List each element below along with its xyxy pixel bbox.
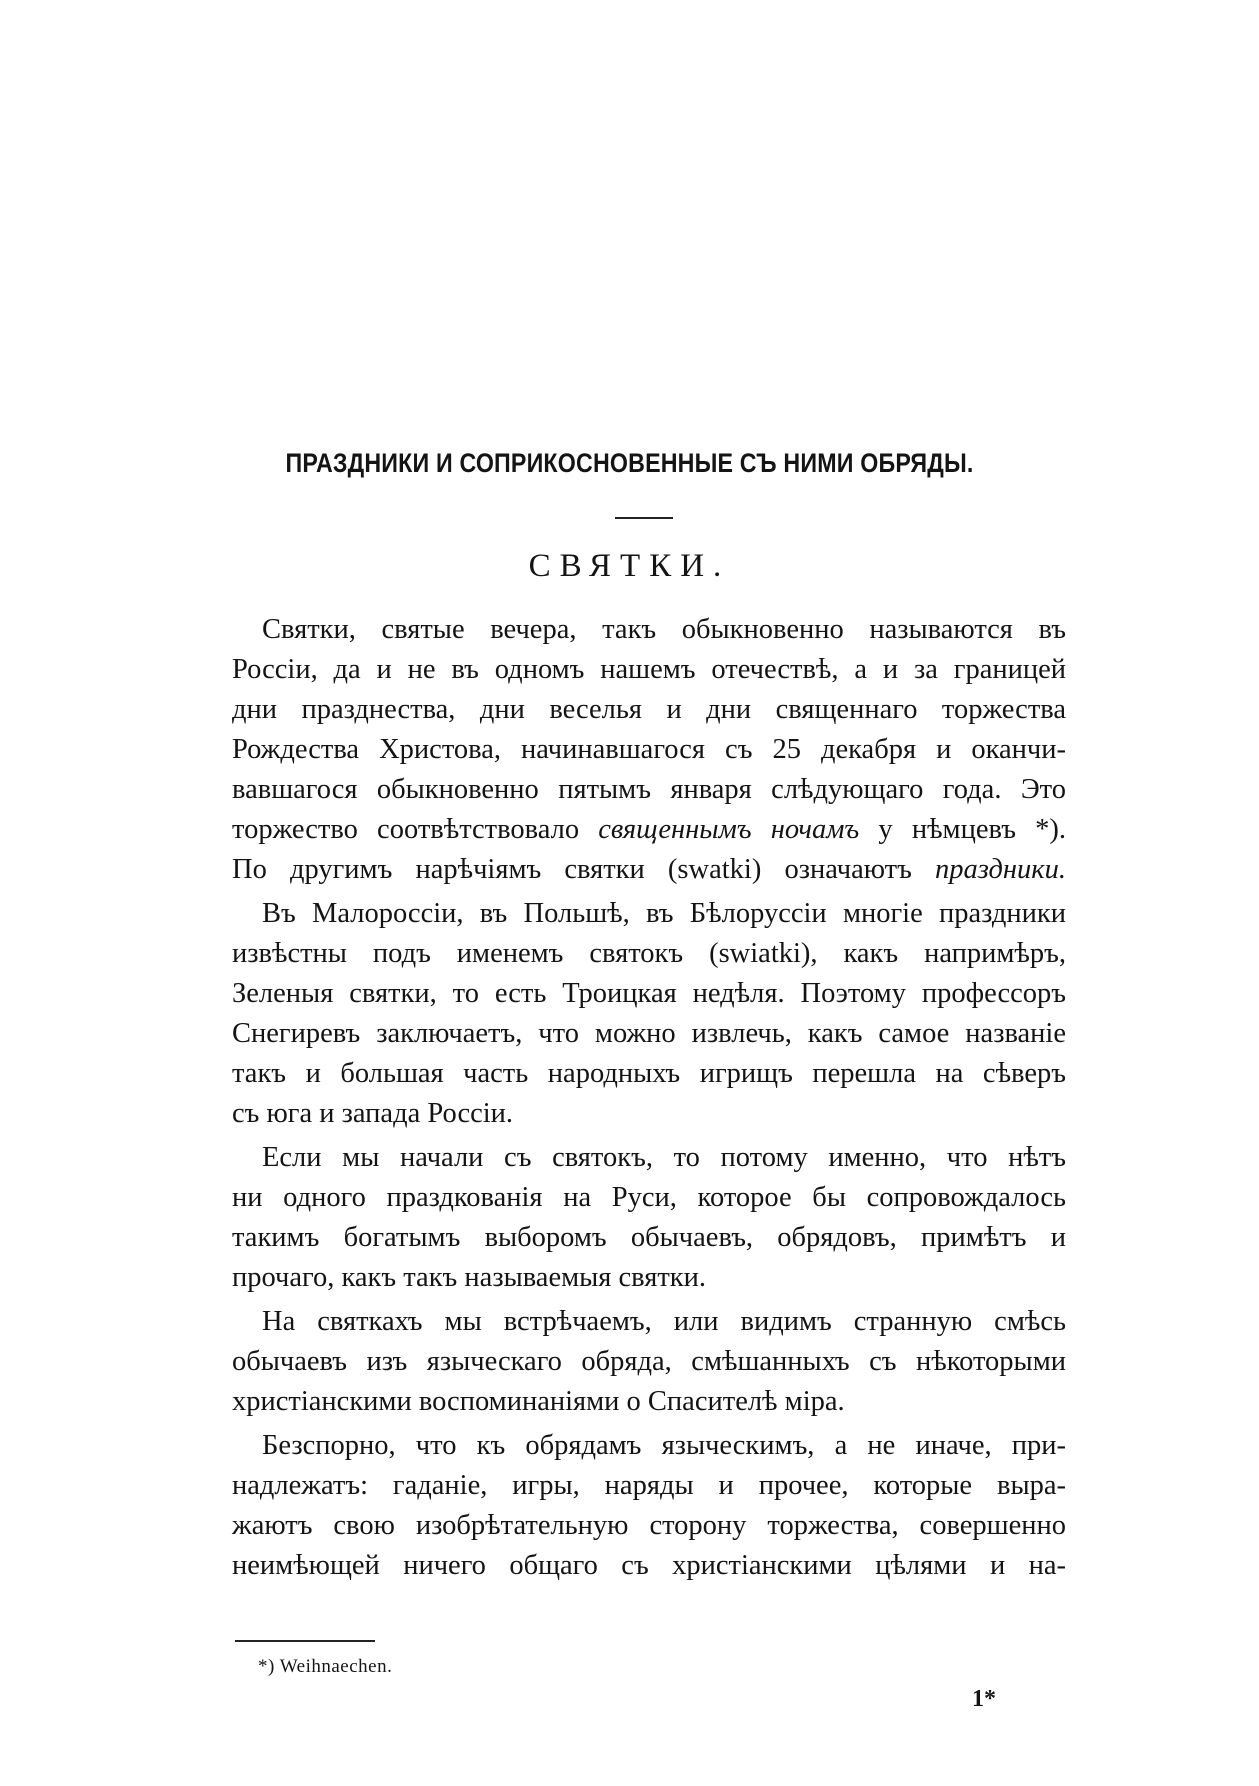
text-segment: у нѣмцевъ *). [859, 814, 1067, 845]
text-line: Въ Малороссіи, въ Польшѣ, въ Бѣлоруссіи многіе праздники [262, 898, 1066, 929]
text-line: Святки, святые вечера, такъ обыкновенно называются въ [262, 614, 1066, 645]
text-segment: По другимъ нарѣчіямъ святки (swatki) означаютъ [232, 854, 935, 885]
text-segment: торжество соотвѣтствовало [232, 814, 599, 845]
italic-phrase: священнымъ ночамъ [598, 814, 860, 845]
footnote: *) Weihnaechen. [258, 1656, 393, 1677]
text-line: христіанскими воспоминаніями о Спасителѣ міра. [232, 1386, 845, 1417]
text-line: съ юга и запада Россіи. [232, 1098, 514, 1129]
text-line: неимѣющей ничего общаго съ христіанскими цѣлями и на- [232, 1550, 1066, 1581]
text-line: обычаевъ изъ языческаго обряда, смѣшанныхъ съ нѣкоторыми [232, 1346, 1066, 1377]
page-signature: 1* [972, 1686, 996, 1712]
text-line: Если мы начали съ святокъ, то потому именно, что нѣтъ [262, 1142, 1066, 1173]
text-line: дни празднества, дни веселья и дни священнаго торжества [232, 694, 1066, 725]
text-line: Россіи, да и не въ одномъ нашемъ отечествѣ, а и за границей [232, 654, 1066, 685]
text-line: прочаго, какъ такъ называемыя святки. [232, 1262, 707, 1293]
italic-phrase: праздники. [934, 854, 1066, 885]
title-divider [615, 517, 673, 519]
text-line: Рождества Христова, начинавшагося съ 25 декабря и оканчи- [232, 734, 1066, 765]
text-line: ни одного праздкованія на Руси, которое бы сопровождалось [232, 1182, 1066, 1213]
page-title: ПРАЗДНИКИ И СОПРИКОСНОВЕННЫЕ СЪ НИМИ ОБРЯДЫ. [285, 448, 974, 478]
text-line [232, 850, 1066, 890]
footnote-divider [235, 1640, 375, 1642]
text-line: вавшагося обыкновенно пятымъ января слѣдующаго года. Это [232, 774, 1066, 805]
text-line: такимъ богатымъ выборомъ обычаевъ, обрядовъ, примѣтъ и [232, 1222, 1066, 1253]
text-line: Зеленыя святки, то есть Троицкая недѣля. Поэтому профессоръ [232, 978, 1066, 1009]
text-line: извѣстны подъ именемъ святокъ (swiatki), какъ напримѣръ, [232, 938, 1066, 969]
text-line: такъ и большая часть народныхъ игрищъ перешла на сѣверъ [232, 1058, 1066, 1089]
text-line: На святкахъ мы встрѣчаемъ, или видимъ странную смѣсь [262, 1306, 1066, 1337]
text-line: надлежатъ: гаданіе, игры, наряды и прочее, которые выра- [232, 1470, 1066, 1501]
text-line: Безспорно, что къ обрядамъ языческимъ, а не иначе, при- [262, 1430, 1066, 1461]
text-line: жаютъ свою изобрѣтательную сторону торжества, совершенно [232, 1510, 1066, 1541]
text-line: Снегиревъ заключаетъ, что можно извлечь, какъ самое названіе [232, 1018, 1066, 1049]
section-title: СВЯТКИ. [528, 548, 731, 584]
text-line [232, 810, 1066, 850]
